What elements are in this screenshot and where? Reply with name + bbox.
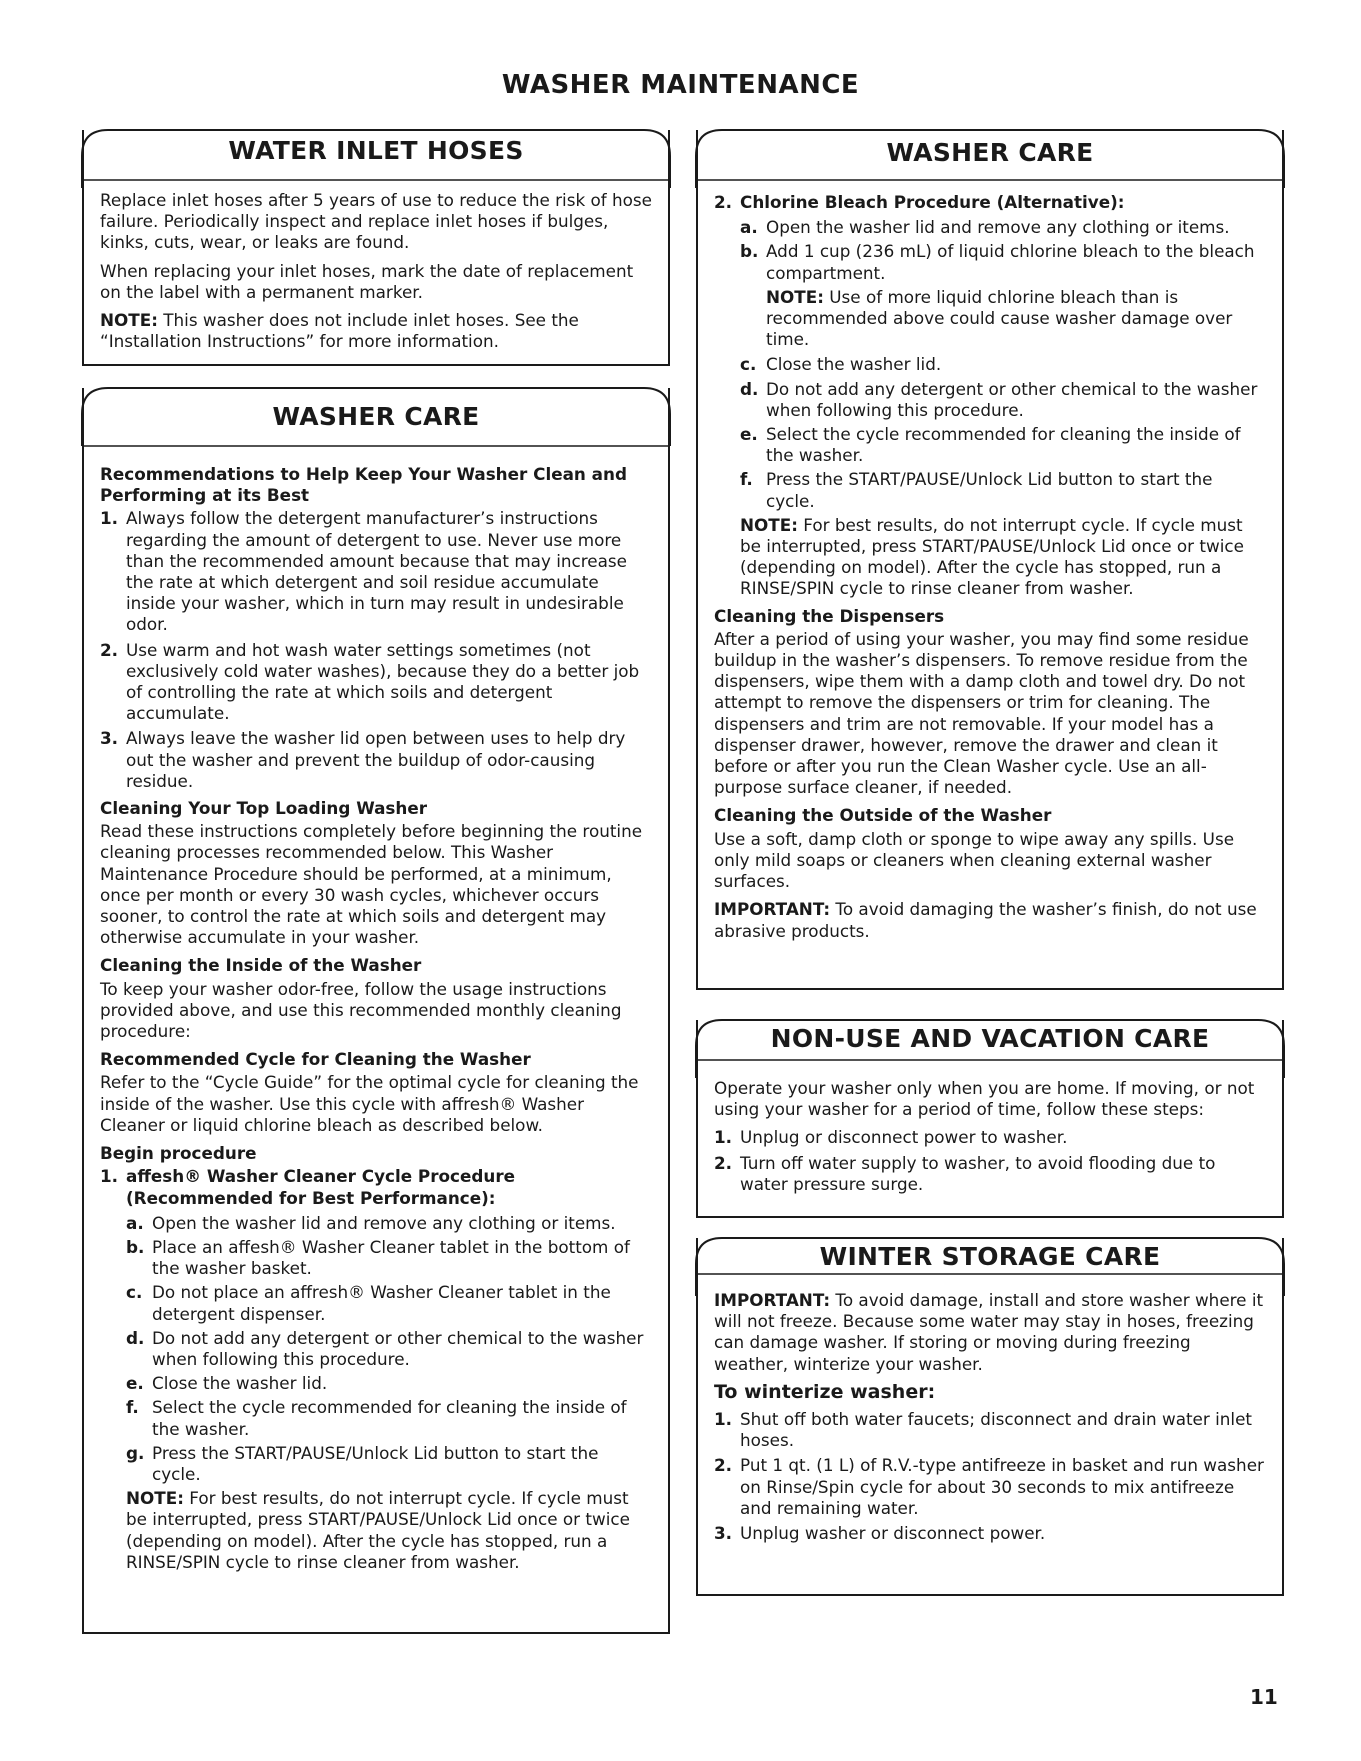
subheading: Cleaning the Dispensers bbox=[714, 605, 945, 626]
subheading: Cleaning the Outside of the Washer bbox=[714, 805, 1052, 826]
list-item: 1. Always follow the detergent manufacturer’s instructions regarding the amount of detergent to use. Never use more than the recommended amount because that may increase the rate at which detergent and soil residue accumulate inside your washer, which in turn may result in undesirable odor. bbox=[100, 508, 627, 635]
paragraph: Refer to the “Cycle Guide” for the optimal cycle for cleaning the inside of the washer. Use this cycle with affresh® Washer Cleaner or liquid chlorine bleach as described below. bbox=[100, 1072, 639, 1135]
important-label: IMPORTANT: bbox=[714, 899, 831, 920]
section-title: NON-USE AND VACATION CARE bbox=[770, 1024, 1210, 1053]
list-item: f. Select the cycle recommended for cleaning the inside of the washer. bbox=[126, 1397, 627, 1439]
recommendations-list bbox=[100, 508, 652, 792]
section-header bbox=[698, 130, 1282, 188]
non-use-vacation-section bbox=[696, 1020, 1284, 1218]
subheading: Cleaning the Inside of the Washer bbox=[100, 955, 422, 976]
list-item: c. Do not place an affresh® Washer Cleaner tablet in the detergent dispenser. bbox=[126, 1282, 611, 1324]
subheading: Begin procedure bbox=[100, 1143, 257, 1164]
paragraph: When replacing your inlet hoses, mark the date of replacement on the label with a permanent marker. bbox=[100, 260, 634, 302]
note-label: NOTE: bbox=[740, 514, 798, 535]
note-text: Use of more liquid chlorine bleach than is recommended above could cause washer damage over time. bbox=[766, 286, 1233, 350]
list-item: c. Close the washer lid. bbox=[740, 354, 942, 375]
important-text: To avoid damaging the washer’s finish, do not use abrasive products. bbox=[714, 899, 1257, 941]
procedure-steps bbox=[100, 1213, 652, 1485]
section-header bbox=[698, 1020, 1282, 1078]
list-item: 3. Unplug washer or disconnect power. bbox=[714, 1523, 1046, 1544]
note bbox=[740, 515, 1266, 600]
list-item: e. Select the cycle recommended for cleaning the inside of the washer. bbox=[740, 424, 1241, 466]
note bbox=[100, 310, 652, 352]
list-item: g. Press the START/PAUSE/Unlock Lid button to start the cycle. bbox=[126, 1442, 599, 1484]
procedure-heading: 2. Chlorine Bleach Procedure (Alternative): bbox=[714, 192, 1125, 212]
note-label: NOTE: bbox=[100, 310, 158, 331]
important-label: IMPORTANT: bbox=[714, 1290, 831, 1310]
important-text: To avoid damage, install and store washer where it will not freeze. Because some water may stay in hoses, freezing can damage washer. If storing or moving during freezing weather, winterize your washer. bbox=[714, 1290, 1264, 1374]
list-item: b. Place an affesh® Washer Cleaner tablet in the bottom of the washer basket. bbox=[126, 1236, 630, 1279]
list-item: b. Add 1 cup (236 mL) of liquid chlorine bleach to the bleach compartment. bbox=[740, 241, 1255, 283]
note-text: For best results, do not interrupt cycle. If cycle must be interrupted, press START/PAUSE/Unlock Lid once or twice (depending on model). After the cycle has stopped, run a RINSE/SPIN cycle to rinse cleaner from washer. bbox=[740, 514, 1244, 599]
list-item: d. Do not add any detergent or other chemical to the washer when following this procedure. bbox=[740, 378, 1258, 420]
paragraph: Operate your washer only when you are home. If moving, or not using your washer for a period of time, follow these steps: bbox=[714, 1078, 1255, 1120]
section-title: WASHER CARE bbox=[886, 138, 1094, 167]
subheading: Recommendations to Help Keep Your Washer Clean and Performing at its Best bbox=[100, 464, 627, 506]
list-item: a. Open the washer lid and remove any clothing or items. bbox=[740, 217, 1230, 238]
section-header bbox=[698, 1238, 1282, 1296]
note-label: NOTE: bbox=[766, 286, 824, 307]
list-item: d. Do not add any detergent or other chemical to the washer when following this procedure. bbox=[126, 1327, 644, 1369]
list-item: a. Open the washer lid and remove any clothing or items. bbox=[126, 1212, 616, 1233]
note-label: NOTE: bbox=[126, 1488, 184, 1509]
section-title: WINTER STORAGE CARE bbox=[819, 1242, 1161, 1271]
page-number: 11 bbox=[1250, 1685, 1278, 1709]
note-text: This washer does not include inlet hoses. See the “Installation Instructions” for more information. bbox=[100, 310, 579, 352]
paragraph: Read these instructions completely before beginning the routine cleaning processes recommended below. This Washer Maintenance Procedure should be performed, at a minimum, once per month or every 30 wash cycles, whichever occurs sooner, to control the rate at which soils and detergent may otherwise accumulate in your washer. bbox=[100, 821, 643, 948]
washer-care-section-right bbox=[696, 130, 1284, 990]
washer-care-section-left bbox=[82, 388, 670, 1634]
paragraph: Replace inlet hoses after 5 years of use to reduce the risk of hose failure. Periodically inspect and replace inlet hoses if bulges, kinks, cuts, wear, or leaks are found. bbox=[100, 190, 652, 253]
important-note bbox=[714, 1290, 1266, 1375]
list-item: f. Press the START/PAUSE/Unlock Lid button to start the cycle. bbox=[740, 469, 1213, 511]
list-item: 2. Put 1 qt. (1 L) of R.V.-type antifreeze in basket and run washer on Rinse/Spin cycle for about 30 seconds to mix antifreeze and remaining water. bbox=[714, 1455, 1264, 1518]
water-inlet-hoses-section bbox=[82, 130, 670, 366]
procedure-heading: 1. affesh® Washer Cleaner Cycle Procedure (Recommended for Best Performance): bbox=[100, 1166, 515, 1208]
note bbox=[766, 287, 1266, 351]
list-item: 2. Turn off water supply to washer, to avoid flooding due to water pressure surge. bbox=[714, 1152, 1216, 1194]
page-title: WASHER MAINTENANCE bbox=[501, 70, 860, 100]
list-item: 3. Always leave the washer lid open between uses to help dry out the washer and prevent the buildup of odor-causing residue. bbox=[100, 728, 626, 791]
section-header bbox=[84, 388, 668, 446]
list-item: 1. Unplug or disconnect power to washer. bbox=[714, 1127, 1068, 1148]
paragraph: Use a soft, damp cloth or sponge to wipe away any spills. Use only mild soaps or cleaners when cleaning external washer surfaces. bbox=[714, 828, 1235, 892]
winter-storage-section bbox=[696, 1238, 1284, 1596]
list-item: e. Close the washer lid. bbox=[126, 1373, 328, 1394]
list-item: 2. Use warm and hot wash water settings sometimes (not exclusively cold water washes), because they do a better job of controlling the rate at which soils and detergent accumulate. bbox=[100, 639, 640, 724]
section-title: WASHER CARE bbox=[272, 402, 480, 431]
section-header bbox=[84, 130, 668, 188]
note bbox=[126, 1488, 652, 1573]
section-title: WATER INLET HOSES bbox=[228, 136, 524, 165]
subheading: Cleaning Your Top Loading Washer bbox=[100, 798, 428, 819]
subheading: To winterize washer: bbox=[714, 1380, 936, 1403]
paragraph: To keep your washer odor-free, follow the usage instructions provided above, and use this recommended monthly cleaning procedure: bbox=[100, 978, 622, 1042]
important-note bbox=[714, 899, 1266, 941]
paragraph: After a period of using your washer, you may find some residue buildup in the washer’s dispensers. To remove residue from the dispensers, wipe them with a damp cloth and towel dry. Do not attempt to remove the dispensers or trim for cleaning. The dispensers and trim are not removable. If your model has a dispenser drawer, however, remove the drawer and clean it before or after you run the Clean Washer cycle. Use an all-purpose surface cleaner, if needed. bbox=[714, 628, 1249, 798]
subheading: Recommended Cycle for Cleaning the Washer bbox=[100, 1049, 531, 1070]
list-item: 1. Shut off both water faucets; disconnect and drain water inlet hoses. bbox=[714, 1409, 1252, 1451]
note-text: For best results, do not interrupt cycle. If cycle must be interrupted, press START/PAUSE/Unlock Lid once or twice (depending on model). After the cycle has stopped, run a RINSE/SPIN cycle to rinse cleaner from washer. bbox=[126, 1488, 630, 1572]
